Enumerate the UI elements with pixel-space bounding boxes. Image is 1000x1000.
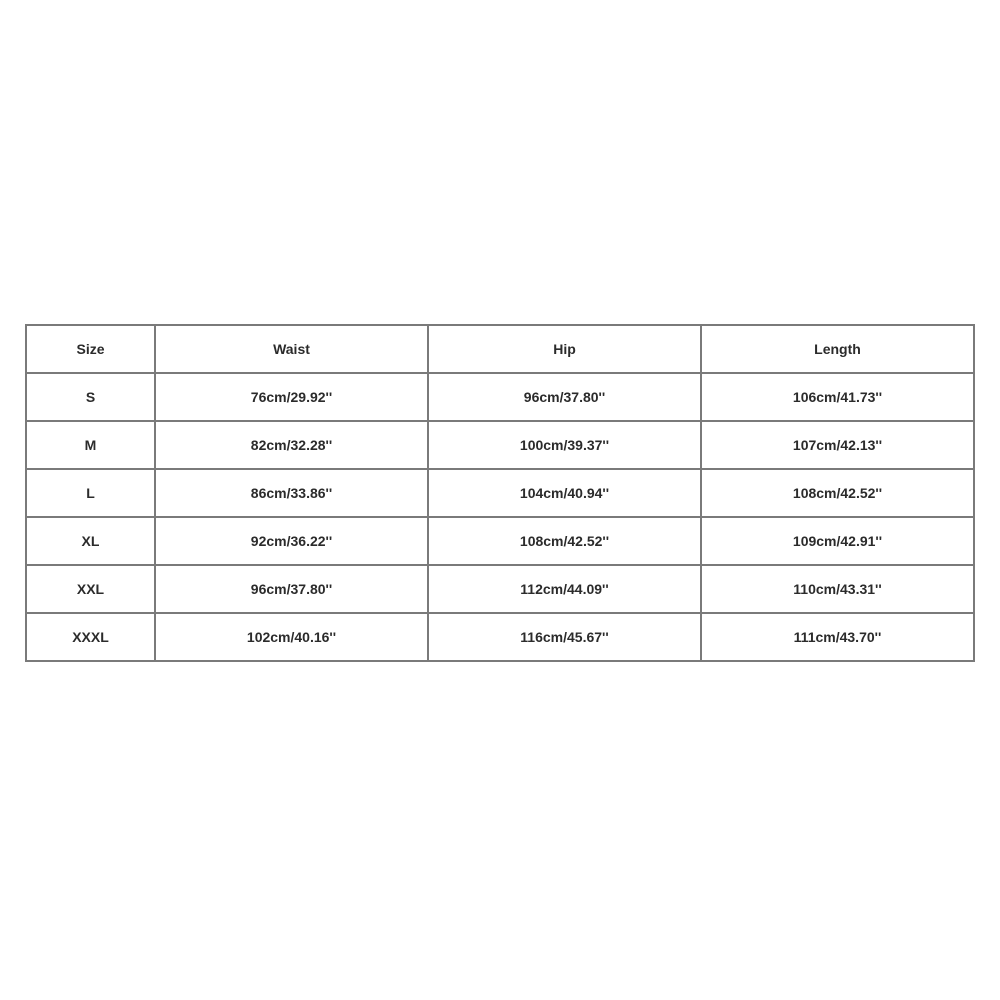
- table-row: [26, 421, 974, 469]
- cell-length: 108cm/42.52'': [701, 469, 974, 517]
- header-length: Length: [701, 325, 974, 373]
- cell-size: S: [26, 373, 155, 421]
- cell-hip: 112cm/44.09'': [428, 565, 701, 613]
- table-row: [26, 565, 974, 613]
- table-row: [26, 613, 974, 661]
- cell-length: 111cm/43.70'': [701, 613, 974, 661]
- table-row: [26, 469, 974, 517]
- cell-size: XL: [26, 517, 155, 565]
- cell-size: M: [26, 421, 155, 469]
- header-waist: Waist: [155, 325, 428, 373]
- size-chart-table: [25, 324, 975, 662]
- cell-length: 107cm/42.13'': [701, 421, 974, 469]
- cell-hip: 104cm/40.94'': [428, 469, 701, 517]
- cell-waist: 86cm/33.86'': [155, 469, 428, 517]
- cell-size: L: [26, 469, 155, 517]
- cell-length: 106cm/41.73'': [701, 373, 974, 421]
- cell-hip: 116cm/45.67'': [428, 613, 701, 661]
- cell-length: 109cm/42.91'': [701, 517, 974, 565]
- table-row: [26, 517, 974, 565]
- cell-hip: 108cm/42.52'': [428, 517, 701, 565]
- header-size: Size: [26, 325, 155, 373]
- cell-waist: 96cm/37.80'': [155, 565, 428, 613]
- cell-length: 110cm/43.31'': [701, 565, 974, 613]
- cell-size: XXXL: [26, 613, 155, 661]
- cell-waist: 82cm/32.28'': [155, 421, 428, 469]
- cell-waist: 76cm/29.92'': [155, 373, 428, 421]
- cell-hip: 100cm/39.37'': [428, 421, 701, 469]
- cell-waist: 102cm/40.16'': [155, 613, 428, 661]
- table-row: [26, 373, 974, 421]
- cell-size: XXL: [26, 565, 155, 613]
- table-header-row: [26, 325, 974, 373]
- header-hip: Hip: [428, 325, 701, 373]
- cell-waist: 92cm/36.22'': [155, 517, 428, 565]
- cell-hip: 96cm/37.80'': [428, 373, 701, 421]
